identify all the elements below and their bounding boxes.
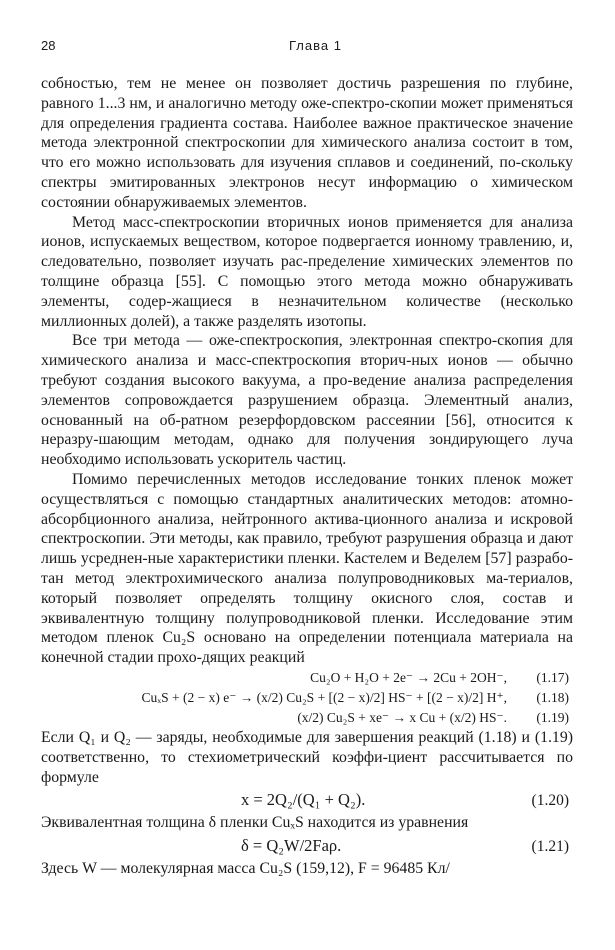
equation-1-21-formula: δ = Q₂W/2Faρ.	[241, 836, 342, 856]
paragraph-6: Эквивалентная толщина δ пленки CuₓS находится из уравнения	[41, 814, 469, 832]
equation-1-17-number: (1.17)	[536, 669, 569, 685]
chapter-title: Глава 1	[289, 38, 342, 53]
equation-1-21	[41, 833, 573, 859]
equation-1-20-number: (1.20)	[531, 792, 569, 810]
equation-1-18-number: (1.18)	[536, 689, 569, 705]
equation-1-18	[41, 688, 573, 708]
page-header	[41, 34, 573, 64]
equation-1-19	[41, 708, 573, 728]
paragraph-3: Все три метода — оже-спектроскопия, электронная спектро-скопия для химического анализа и масс-спектроскопия вторич-ных ионов — обычно требуют создания высокого вакуума, а про-ведение анализа распределения элементов сопровождается разрушением образца. Элементный анализ, основанный на об-ратном резерфордовском рассеянии [56], относится к неразру-шающим методам, однако для получения зондирующего луча необходимо использовать ускоритель частиц.	[41, 332, 573, 469]
page-number: 28	[41, 38, 56, 53]
equation-1-20-formula: x = 2Q₂/(Q₁ + Q₂).	[241, 790, 366, 810]
page	[41, 34, 573, 878]
equation-1-21-number: (1.21)	[531, 838, 569, 856]
equation-1-19-formula: (x/2) Cu₂S + xe⁻ → x Cu + (x/2) HS⁻.	[297, 709, 507, 725]
paragraph-5: Если Q₁ и Q₂ — заряды, необходимые для завершения реакций (1.18) и (1.19) соответственно, то стехиометрический коэффи-циент рассчитывается по формуле	[41, 728, 573, 786]
paragraph-7: Здесь W — молекулярная масса Cu₂S (159,12), F = 96485 Кл/	[41, 860, 450, 878]
equation-1-19-number: (1.19)	[536, 709, 569, 725]
paragraph-4: Помимо перечисленных методов исследование тонких пленок может осуществляться с помощью стандартных аналитических методов: атомно-абсорбционного анализа, нейтронного актива-ционного анализа и искровой спектроскопии. Эти методы, как правило, требуют разрушения образца и дают лишь усреднен-ные характеристики пленки. Кастелем и Веделем [57] разрабо-тан метод электрохимического анализа полупроводниковых ма-териалов, который позволяет определять толщину окисного слоя, состав и эквивалентную толщину полупроводниковой пленки. Исследование этим методом пленок Cu₂S основано на определении потенциала материала на конечной стадии прохо-дящих реакций	[41, 470, 573, 667]
equation-1-17	[41, 668, 573, 688]
equation-1-20	[41, 787, 573, 813]
equation-1-18-formula: CuₓS + (2 − x) e⁻ → (x/2) Cu₂S + [(2 − x)/2] HS⁻ + [(2 − x)/2] H⁺,	[141, 689, 507, 705]
paragraph-2: Метод масс-спектроскопии вторичных ионов применяется для анализа ионов, испускаемых веществом, которое подвергается ионному травлению, и, следовательно, позволяет изучать рас-пределение химических элементов по толщине образца [55]. С помощью этого метода можно обнаруживать элементы, содер-жащиеся в незначительном количестве (несколько миллионных долей), а также разделять изотопы.	[41, 213, 573, 330]
page-body	[41, 74, 573, 879]
paragraph-1: собностью, тем не менее он позволяет достичь разрешения по глубине, равного 1...3 нм, и аналогично методу оже-спектро-скопии может применяться для определения градиента состава. Наиболее важное практическое значение метода электронной спектроскопии для химического анализа состоит в том, что его можно использовать для изучения сплавов и соединений, по-скольку спектры эмитированных электронов несут информацию о химическом состоянии обнаруживаемых элементов.	[41, 75, 573, 211]
equation-1-17-formula: Cu₂O + H₂O + 2e⁻ → 2Cu + 2OH⁻,	[310, 669, 507, 685]
